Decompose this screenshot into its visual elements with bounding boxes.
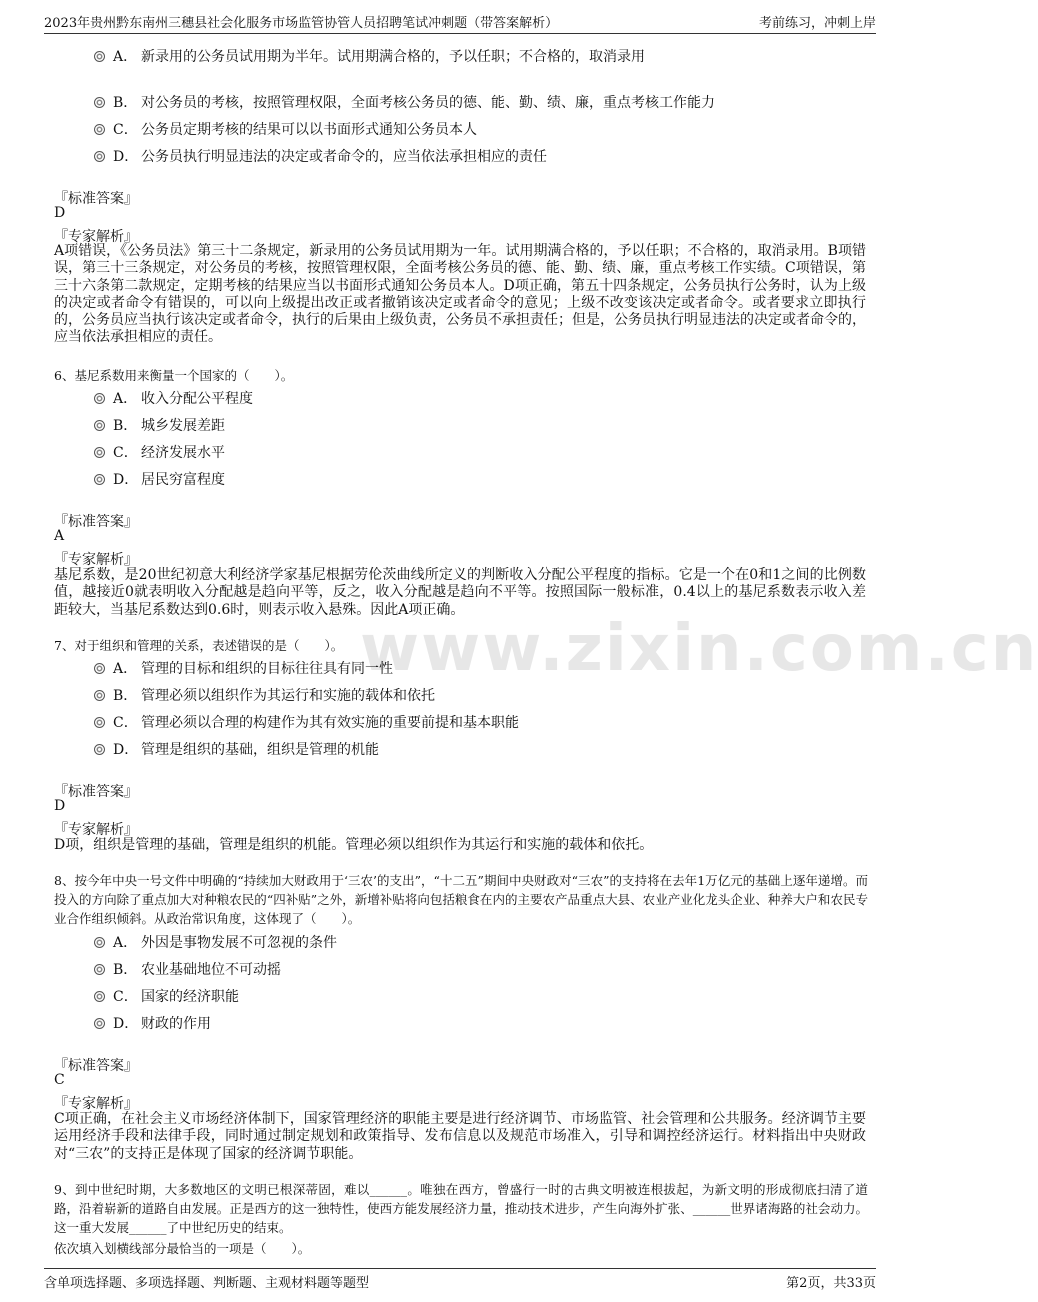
- q6-option-c[interactable]: C． 经济发展水平: [94, 442, 225, 462]
- q7-analysis: D项，组织是管理的基础，管理是组织的机能。管理必须以组织作为其运行和实施的载体和依托。: [54, 837, 654, 853]
- q6-analysis: 基尼系数，是20世纪初意大利经济学家基尼根据劳伦茨曲线所定义的判断收入分配公平程度的指标。它是一个在0和1之间的比例数值，越接近0就表明收入分配越是趋向平等，反之，收入分配越是趋向不平等。按照国际一般标准，0.4以上的基尼系数表示收入差距较大，当基尼系数达到0.6时，则表示收入悬殊。因此A项正确。: [54, 567, 866, 618]
- radio-icon[interactable]: [94, 420, 105, 431]
- q8-option-b[interactable]: B． 农业基础地位不可动摇: [94, 959, 281, 979]
- page-number: 第2页，共33页: [786, 1276, 876, 1291]
- q5-option-a[interactable]: A． 新录用的公务员试用期为半年。试用期满合格的，予以任职；不合格的，取消录用: [94, 46, 645, 66]
- radio-icon[interactable]: [94, 474, 105, 485]
- q8-analysis-label: 『专家解析』: [54, 1096, 138, 1112]
- radio-icon[interactable]: [94, 937, 105, 948]
- q6-question: 6、基尼系数用来衡量一个国家的（ ）。: [54, 368, 294, 383]
- document-title: 2023年贵州黔东南州三穗县社会化服务市场监管协管人员招聘笔试冲刺题（带答案解析）: [44, 16, 559, 31]
- radio-icon[interactable]: [94, 717, 105, 728]
- q7-answer: D: [54, 798, 66, 814]
- q8-option-c[interactable]: C． 国家的经济职能: [94, 986, 239, 1006]
- q5-answer: D: [54, 205, 66, 221]
- radio-icon[interactable]: [94, 447, 105, 458]
- q5-analysis-label: 『专家解析』: [54, 229, 138, 245]
- watermark: www.zixin.com.cn: [360, 612, 1038, 686]
- q6-option-d[interactable]: D． 居民穷富程度: [94, 469, 225, 489]
- q8-analysis: C项正确，在社会主义市场经济体制下，国家管理经济的职能主要是进行经济调节、市场监管、社会管理和公共服务。经济调节主要运用经济手段和法律手段，同时通过制定规划和政策指导、发布信息以及规范市场准入，引导和调控经济运行。材料指出中央财政对“三农”的支持正是体现了国家的经济调节职能。: [54, 1111, 866, 1162]
- q7-option-b[interactable]: B． 管理必须以组织作为其运行和实施的载体和依托: [94, 685, 435, 705]
- radio-icon[interactable]: [94, 1018, 105, 1029]
- radio-icon[interactable]: [94, 690, 105, 701]
- page-header: [0, 0, 920, 34]
- q7-option-d[interactable]: D． 管理是组织的基础，组织是管理的机能: [94, 739, 379, 759]
- footer-note: 含单项选择题、多项选择题、判断题、主观材料题等题型: [44, 1276, 370, 1291]
- q7-answer-label: 『标准答案』: [54, 784, 138, 800]
- radio-icon[interactable]: [94, 124, 105, 135]
- q7-analysis-label: 『专家解析』: [54, 822, 138, 838]
- radio-icon[interactable]: [94, 97, 105, 108]
- q6-analysis-label: 『专家解析』: [54, 552, 138, 568]
- q5-analysis: A项错误，《公务员法》第三十二条规定，新录用的公务员试用期为一年。试用期满合格的，予以任职；不合格的，取消录用。B项错误，第三十三条规定，对公务员的考核，按照管理权限，全面考核公务员的德、能、勤、绩、廉，重点考核工作实绩。C项错误，第三十六条第二款规定，定期考核的结果应当以书面形式通知公务员本人。D项正确，第五十四条规定，公务员执行公务时，认为上级的决定或者命令有错误的，可以向上级提出改正或者撤销该决定或者命令的意见；上级不改变该决定或者命令。或者要求立即执行的，公务员应当执行该决定或者命令，执行的后果由上级负责，公务员不承担责任；但是，公务员执行明显违法的决定或者命令的，应当依法承担相应的责任。: [54, 243, 866, 346]
- q8-option-d[interactable]: D． 财政的作用: [94, 1013, 211, 1033]
- q7-option-c[interactable]: C． 管理必须以合理的构建作为其有效实施的重要前提和基本职能: [94, 712, 519, 732]
- radio-icon[interactable]: [94, 991, 105, 1002]
- q7-question: 7、对于组织和管理的关系，表述错误的是（ ）。: [54, 638, 344, 653]
- q8-answer: C: [54, 1072, 65, 1088]
- q8-option-a[interactable]: A． 外因是事物发展不可忽视的条件: [94, 932, 337, 952]
- radio-icon[interactable]: [94, 663, 105, 674]
- q8-question: 8、按今年中央一号文件中明确的“持续加大财政用于‘三农’的支出”，“十二五”期间中央财政对“三农”的支持将在去年1万亿元的基础上逐年递增。而投入的方向除了重点加大对种粮农民的“四补贴”之外，新增补贴将向包括粮食在内的主要农产品重点大县、农业产业化龙头企业、种养大户和农民专业合作组织倾斜。从政治常识角度，这体现了（ ）。: [54, 873, 868, 926]
- q5-option-c[interactable]: C． 公务员定期考核的结果可以以书面形式通知公务员本人: [94, 119, 477, 139]
- q5-option-d[interactable]: D． 公务员执行明显违法的决定或者命令的，应当依法承担相应的责任: [94, 146, 547, 166]
- header-slogan: 考前练习，冲刺上岸: [758, 16, 876, 31]
- q9-question: 9、到中世纪时期，大多数地区的文明已根深蒂固，难以______。唯独在西方，曾盛行一时的古典文明被连根拔起，为新文明的形成彻底扫清了道路，沿着崭新的道路自由发展。正是西方的这一独特性，使西方能发展经济力量，推动技术进步，产生向海外扩张、______世界诸海路的社会动力。这一重大发展______了中世纪历史的结束。: [54, 1182, 868, 1235]
- q6-answer: A: [54, 528, 65, 544]
- footer-divider: [44, 1268, 876, 1269]
- q6-option-b[interactable]: B． 城乡发展差距: [94, 415, 225, 435]
- q5-answer-label: 『标准答案』: [54, 191, 138, 207]
- radio-icon[interactable]: [94, 151, 105, 162]
- q7-option-a[interactable]: A． 管理的目标和组织的目标往往具有同一性: [94, 658, 393, 678]
- q8-answer-label: 『标准答案』: [54, 1058, 138, 1074]
- radio-icon[interactable]: [94, 51, 105, 62]
- q6-answer-label: 『标准答案』: [54, 514, 138, 530]
- q9-prompt: 依次填入划横线部分最恰当的一项是（ ）。: [54, 1241, 311, 1256]
- header-divider: [44, 33, 876, 34]
- radio-icon[interactable]: [94, 964, 105, 975]
- radio-icon[interactable]: [94, 393, 105, 404]
- radio-icon[interactable]: [94, 744, 105, 755]
- q5-option-b[interactable]: B． 对公务员的考核，按照管理权限，全面考核公务员的德、能、勤、绩、廉，重点考核工作能力: [94, 92, 715, 112]
- q6-option-a[interactable]: A． 收入分配公平程度: [94, 388, 253, 408]
